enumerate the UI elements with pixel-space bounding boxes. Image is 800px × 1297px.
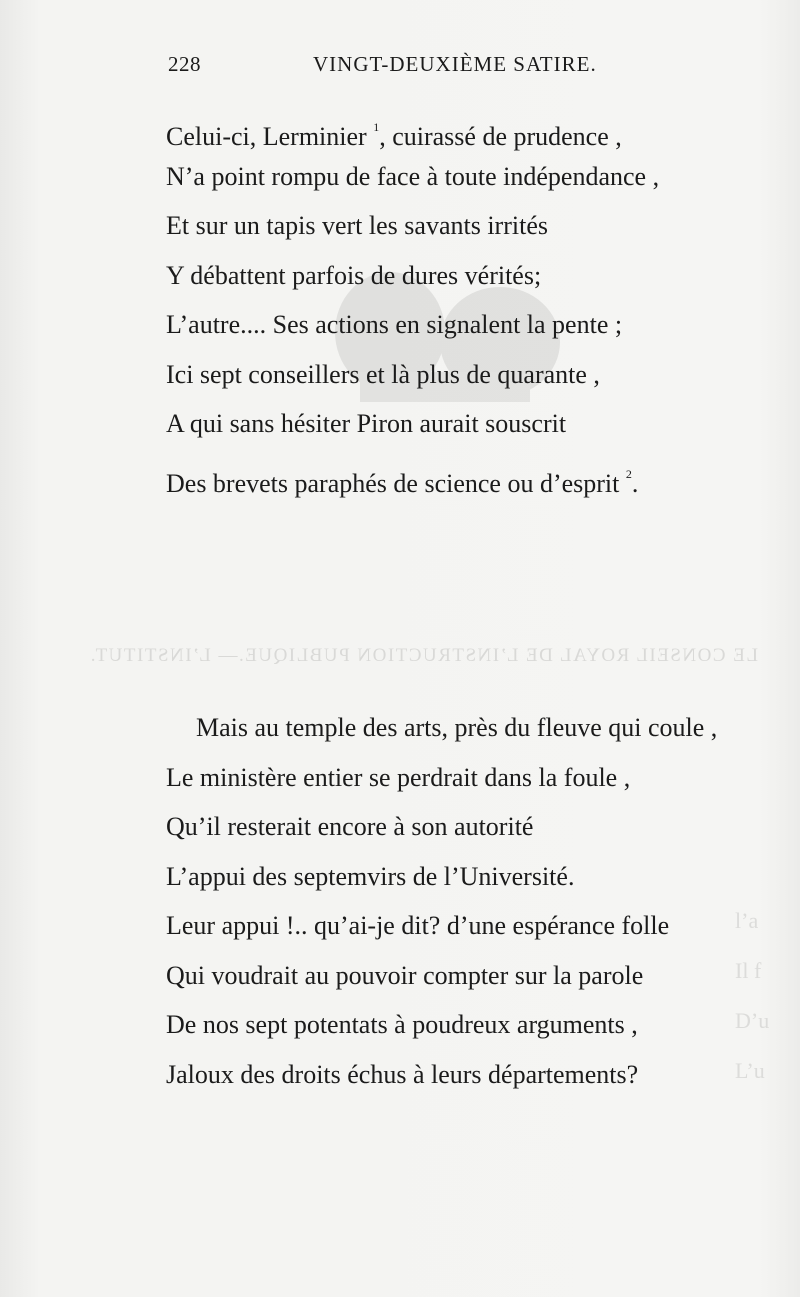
stanza-1 (166, 107, 786, 503)
page-number: 228 (168, 52, 201, 76)
show-through-fragment: D’u (735, 1008, 770, 1033)
verse-line: A qui sans hésiter Piron aurait souscrit (166, 409, 567, 438)
verse-line: N’a point rompu de face à toute indépendance , (166, 161, 660, 191)
verse-line: Mais au temple des arts, près du fleuve qui coule , (196, 713, 718, 742)
verse-line: Jaloux des droits échus à leurs départements? (166, 1059, 639, 1089)
verse-line: Ici sept conseillers et là plus de quarante , (166, 359, 600, 389)
verse-line: Leur appui !.. qu’ai-je dit? d’une espérance folle (166, 911, 670, 940)
verse-line: Des brevets paraphés de science ou d’esprit $^2$. (166, 466, 639, 498)
verse-line: Celui-ci, Lerminier $^1$, cuirassé de prudence , (166, 120, 622, 151)
verse-line: Qu’il resterait encore à son autorité (166, 812, 534, 841)
verse-line: Et sur un tapis vert les savants irrités (166, 211, 548, 240)
verse-line: L’appui des septemvirs de l’Université. (166, 861, 575, 891)
footnote-marker: 1 (373, 120, 380, 134)
verse-line: L’autre.... Ses actions en signalent la pente ; (166, 310, 623, 339)
verse-line: Y débattent parfois de dures vérités; (166, 260, 542, 290)
show-through-fragment: L’u (735, 1058, 765, 1083)
running-title: VINGT-DEUXIÈME SATIRE. (313, 52, 597, 76)
show-through-fragment: Il f (735, 958, 762, 983)
show-through-heading: LE CONSEIL ROYAL DE L’INSTRUCTION PUBLIQUE.— L’INSTITUT. (89, 645, 758, 666)
verse-line: Le ministère entier se perdrait dans la foule , (166, 762, 631, 792)
stanza-2 (166, 708, 786, 1104)
verse-line: Qui voudrait au pouvoir compter sur la parole (166, 960, 644, 990)
footnote-marker: 2 (625, 466, 632, 481)
show-through-fragment: l’a (735, 908, 759, 933)
running-header (168, 52, 768, 82)
verse-line: De nos sept potentats à poudreux arguments , (166, 1010, 638, 1039)
